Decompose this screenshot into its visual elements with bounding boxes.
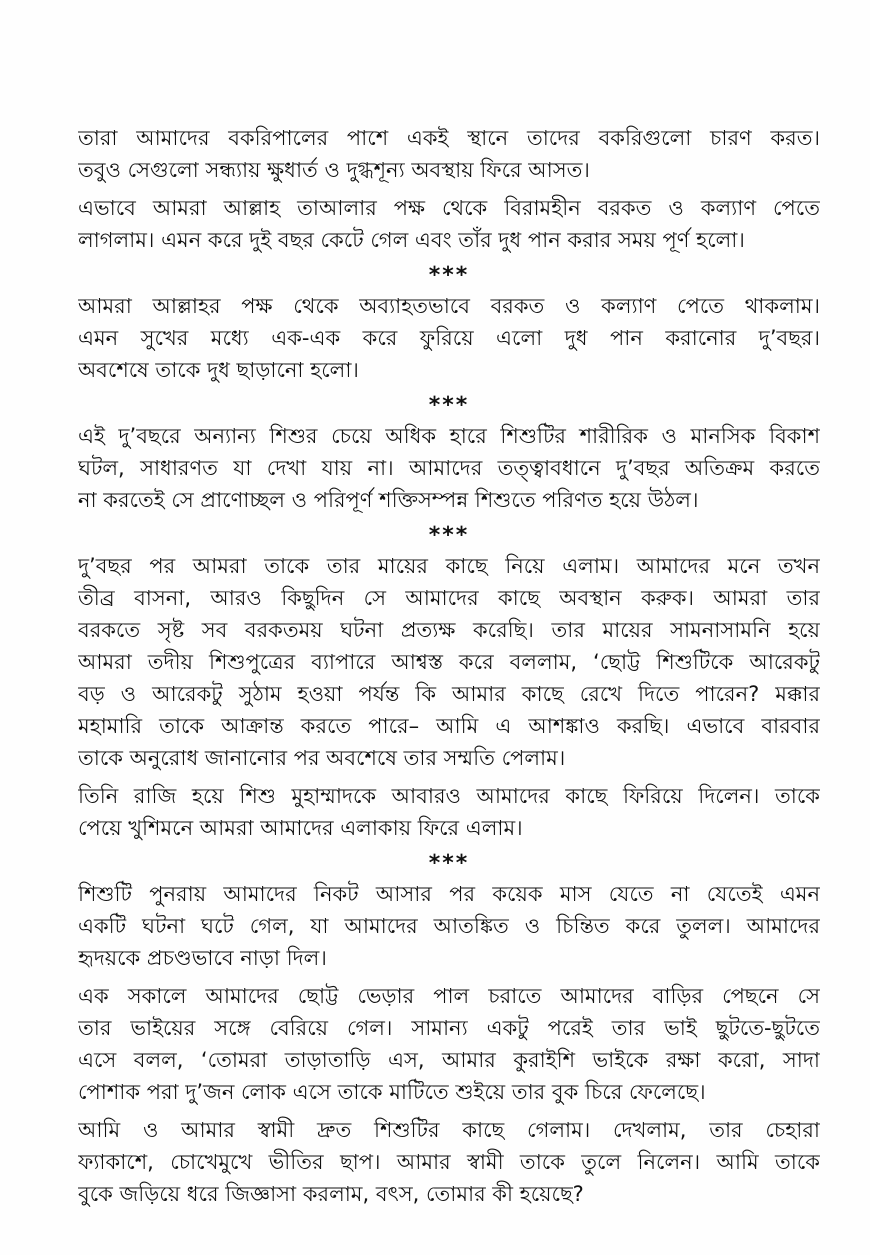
text-line: একটি ঘটনা ঘটে গেল, যা আমাদের আতঙ্কিত ও চিন্তিত করে তুলল। আমাদের (78, 914, 820, 938)
text-line: বড় ও আরেকটু সুঠাম হওয়া পর্যন্ত কি আমার কাছে রেখে দিতে পারেন? মক্কার (78, 682, 820, 706)
text-line: ঘটল, সাধারণত যা দেখা যায় না। আমাদের তত্ত্বাবধানে দু’বছর অতিক্রম করতে (78, 456, 820, 480)
section-separator: *** (428, 263, 470, 288)
section-separator: *** (428, 393, 470, 418)
paragraph (78, 192, 820, 256)
text-line: তাকে অনুরোধ জানানোর পর অবশেষে তার সম্মতি পেলাম। (78, 746, 566, 770)
text-line: তীব্র বাসনা, আরও কিছুদিন সে আমাদের কাছে অবস্থান করুক। আমরা তার (78, 586, 820, 610)
text-line: হৃদয়কে প্রচণ্ডভাবে নাড়া দিল। (78, 946, 327, 970)
text-line: ফ্যাকাশে, চোখেমুখে ভীতির ছাপ। আমার স্বামী তাকে তুলে নিলেন। আমি তাকে (78, 1150, 820, 1174)
text-line: আমরা তদীয় শিশুপুত্রের ব্যাপারে আশ্বস্ত করে বললাম, ‘ছোট্ট শিশুটিকে আরেকটু (78, 650, 820, 674)
text-line: এভাবে আমরা আল্লাহ তাআলার পক্ষ থেকে বিরামহীন বরকত ও কল্যাণ পেতে (78, 196, 820, 220)
text-line: এসে বলল, ‘তোমরা তাড়াতাড়ি এস, আমার কুরাইশি ভাইকে রক্ষা করো, সাদা (78, 1048, 820, 1072)
text-line: মহামারি তাকে আক্রান্ত করতে পারে– আমি এ আশঙ্কাও করছি। এভাবে বারবার (78, 714, 820, 738)
text-line: এই দু’বছরে অন্যান্য শিশুর চেয়ে অধিক হারে শিশুটির শারীরিক ও মানসিক বিকাশ (78, 424, 820, 448)
page-text (78, 122, 820, 1216)
text-line: বরকতে সৃষ্ট সব বরকতময় ঘটনা প্রত্যক্ষ করেছি। তার মায়ের সামনাসামনি হয়ে (78, 618, 820, 642)
text-line: না করতেই সে প্রাণোচ্ছল ও পরিপূর্ণ শক্তিসম্পন্ন শিশুতে পরিণত হয়ে উঠল। (78, 488, 699, 512)
paragraph (78, 878, 820, 974)
section-separator: *** (428, 851, 470, 876)
text-line: লাগলাম। এমন করে দুই বছর কেটে গেল এবং তাঁর দুধ পান করার সময় পূর্ণ হলো। (78, 228, 745, 252)
text-line: এমন সুখের মধ্যে এক-এক করে ফুরিয়ে এলো দুধ পান করানোর দু’বছর। (78, 326, 820, 350)
paragraph (78, 550, 820, 774)
text-line: আমি ও আমার স্বামী দ্রুত শিশুটির কাছে গেলাম। দেখলাম, তার চেহারা (78, 1118, 820, 1142)
text-line: অবশেষে তাকে দুধ ছাড়ানো হলো। (78, 358, 359, 382)
text-line: তিনি রাজি হয়ে শিশু মুহাম্মাদকে আবারও আমাদের কাছে ফিরিয়ে দিলেন। তাকে (78, 784, 820, 808)
text-line: বুকে জড়িয়ে ধরে জিজ্ঞাসা করলাম, বৎস, তোমার কী হয়েছে? (78, 1182, 584, 1206)
text-line: দু’বছর পর আমরা তাকে তার মায়ের কাছে নিয়ে এলাম। আমাদের মনে তখন (78, 554, 820, 578)
text-line: তার ভাইয়ের সঙ্গে বেরিয়ে গেল। সামান্য একটু পরেই তার ভাই ছুটতে-ছুটতে (78, 1016, 820, 1040)
text-line: আমরা আল্লাহর পক্ষ থেকে অব্যাহতভাবে বরকত ও কল্যাণ পেতে থাকলাম। (78, 294, 820, 318)
text-line: এক সকালে আমাদের ছোট্ট ভেড়ার পাল চরাতে আমাদের বাড়ির পেছনে সে (78, 984, 820, 1008)
paragraph (78, 780, 820, 844)
paragraph (78, 980, 820, 1108)
paragraph (78, 290, 820, 386)
text-line: পোশাক পরা দু’জন লোক এসে তাকে মাটিতে শুইয়ে তার বুক চিরে ফেলেছে। (78, 1080, 706, 1104)
paragraph (78, 1114, 820, 1210)
text-line: তারা আমাদের বকরিপালের পাশে একই স্থানে তাদের বকরিগুলো চারণ করত। (78, 126, 820, 150)
text-line: পেয়ে খুশিমনে আমরা আমাদের এলাকায় ফিরে এলাম। (78, 816, 523, 840)
text-line: শিশুটি পুনরায় আমাদের নিকট আসার পর কয়েক মাস যেতে না যেতেই এমন (78, 882, 820, 906)
section-separator: *** (428, 523, 470, 548)
paragraph (78, 122, 820, 186)
text-line: তবুও সেগুলো সন্ধ্যায় ক্ষুধার্ত ও দুগ্ধশূন্য অবস্থায় ফিরে আসত। (78, 158, 590, 182)
paragraph (78, 420, 820, 516)
